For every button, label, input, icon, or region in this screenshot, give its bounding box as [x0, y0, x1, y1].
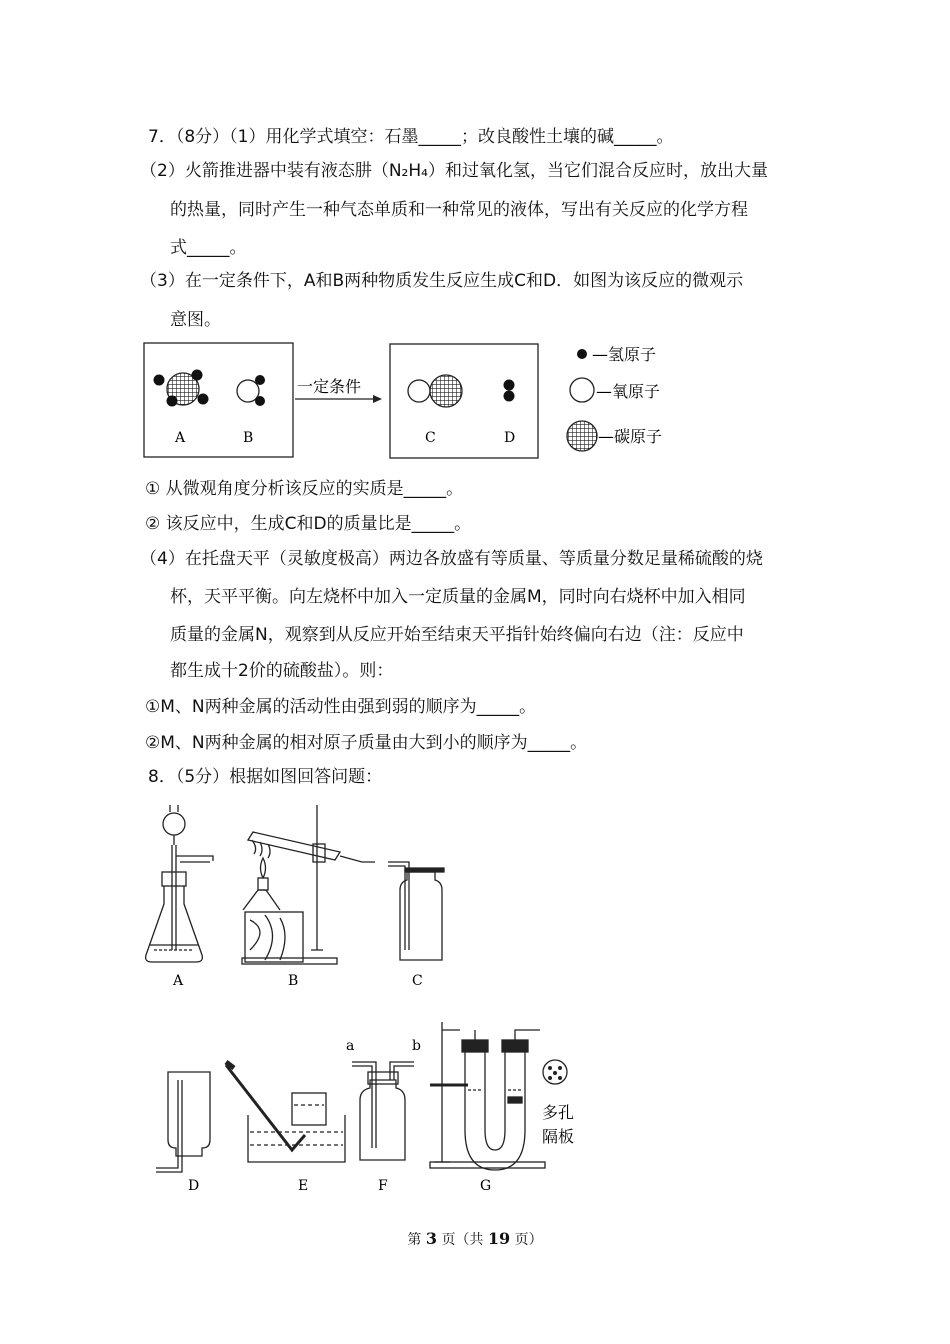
q7-sub4: ②M、N两种金属的相对原子质量由大到小的顺序为_____。: [145, 733, 588, 753]
q7-sub3: ①M、N两种金属的活动性由强到弱的顺序为_____。: [145, 697, 537, 717]
apparatus-figure: [130, 800, 600, 1200]
hydrogen-atom: [504, 380, 515, 391]
legend-oxygen-icon: [570, 378, 594, 402]
reactants-box: [144, 343, 293, 457]
label-c: C: [412, 973, 423, 989]
label-f: F: [378, 1178, 388, 1194]
perforated-plate-label-1: 多孔: [542, 1103, 575, 1122]
page-footer: [0, 1229, 950, 1249]
legend-hydrogen-icon: [577, 349, 587, 359]
q7-part2-line2: 的热量，同时产生一种气态单质和一种常见的液体，写出有关反应的化学方程: [170, 200, 748, 220]
footer-page-number: 3: [425, 1229, 437, 1248]
label-b: B: [288, 973, 299, 989]
carbon-atom: [430, 375, 462, 407]
hydrogen-atom: [504, 391, 515, 402]
footer-middle: 页（共: [441, 1232, 484, 1248]
q7-part4-line4: 都生成十2价的硫酸盐）。则：: [170, 661, 394, 681]
q7-stem: 7．（8分）（1）用化学式填空：石墨_____；改良酸性土壤的碱_____。: [148, 127, 674, 147]
legend-oxygen: —氧原子: [596, 382, 661, 401]
q7-sub1: ① 从微观角度分析该反应的实质是_____。: [145, 479, 464, 499]
reaction-condition: 一定条件: [297, 377, 362, 396]
q8-stem: 8．（5分）根据如图回答问题：: [148, 767, 383, 787]
label-c: C: [425, 430, 436, 446]
apparatus-c: [388, 862, 444, 960]
q7-part3-line2: 意图。: [170, 310, 221, 330]
apparatus-f: [352, 1062, 414, 1160]
legend-hydrogen: —氢原子: [592, 345, 657, 364]
hydrogen-atom: [192, 370, 203, 381]
products-box: [390, 344, 538, 458]
hydrogen-atom: [154, 375, 165, 386]
legend-carbon-icon: [567, 421, 597, 451]
q7-part3-line1: （3）在一定条件下，A和B两种物质发生反应生成C和D．如图为该反应的微观示: [140, 271, 744, 291]
hydrogen-atom: [255, 375, 265, 385]
hydrogen-atom: [255, 396, 265, 406]
q7-part4-line2: 杯，天平平衡。向左烧杯中加入一定质量的金属M，同时向右烧杯中加入相同: [170, 587, 746, 607]
label-b: B: [243, 430, 254, 446]
label-d: D: [504, 430, 516, 446]
hydrogen-atom: [198, 394, 209, 405]
perforated-plate-label-2: 隔板: [542, 1127, 575, 1146]
arrow-head: [373, 395, 382, 403]
apparatus-e: [226, 1062, 345, 1162]
q7-part4-line3: 质量的金属N，观察到从反应开始至结束天平指针始终偏向右边（注：反应中: [170, 625, 744, 645]
port-a-label: a: [346, 1038, 355, 1054]
footer-prefix: 第: [407, 1232, 422, 1248]
label-a: A: [173, 973, 184, 989]
q7-sub2: ② 该反应中，生成C和D的质量比是_____。: [145, 514, 472, 534]
oxygen-atom: [408, 380, 430, 402]
footer-total-pages: 19: [487, 1229, 511, 1248]
label-e: E: [298, 1178, 309, 1194]
label-g: G: [480, 1178, 492, 1194]
q7-part2-line3: 式_____。: [170, 238, 247, 258]
label-a: A: [175, 430, 186, 446]
label-d: D: [188, 1178, 200, 1194]
apparatus-g: [430, 1022, 567, 1170]
reaction-diagram: [140, 340, 700, 464]
q7-part2-line1: （2）火箭推进器中装有液态肼（N₂H₄）和过氧化氢，当它们混合反应时，放出大量: [140, 161, 768, 181]
apparatus-b: [242, 805, 375, 964]
apparatus-a: [146, 805, 213, 962]
footer-suffix: 页）: [514, 1232, 543, 1248]
port-b-label: b: [412, 1038, 421, 1054]
legend-carbon: —碳原子: [598, 427, 663, 446]
apparatus-d: [156, 1072, 210, 1172]
hydrogen-atom: [167, 396, 178, 407]
q7-part4-line1: （4）在托盘天平（灵敏度极高）两边各放盛有等质量、等质量分数足量稀硫酸的烧: [140, 549, 763, 569]
